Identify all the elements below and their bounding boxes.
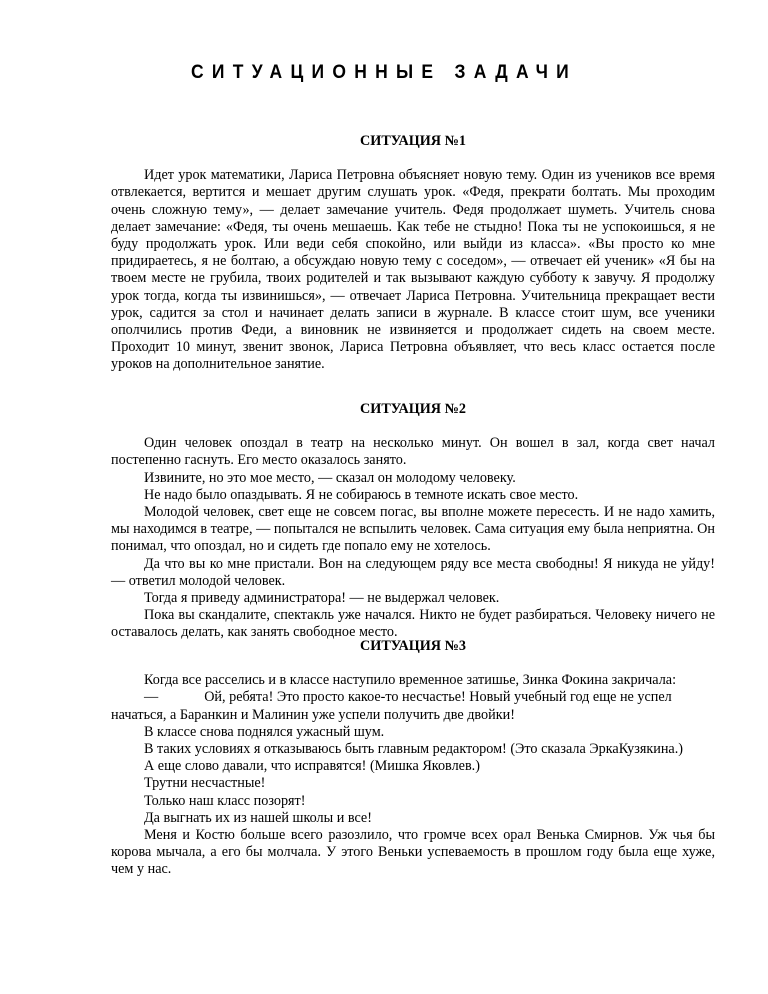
paragraph: начаться, а Баранкин и Малинин уже успели получить две двойки! <box>111 706 515 723</box>
paragraph: Да выгнать их из нашей школы и все! <box>144 809 372 826</box>
section-3 <box>111 638 715 879</box>
paragraph: Молодой человек, свет еще не совсем погас, вы вполне можете пересесть. И не надо хамить, мы находимся в театре, — попытался не вспылить человек. Сама ситуация ему была неприятна. Он понимал, что опоздал, но и сидеть где попало ему не хотелось. <box>111 504 715 555</box>
paragraph: В классе снова поднялся ужасный шум. <box>144 723 385 740</box>
paragraph: А еще слово давали, что исправятся! (Мишка Яковлев.) <box>144 758 480 775</box>
dialogue-text: Ой, ребята! Это просто какое-то несчастье! Новый учебный год еще не успел <box>204 689 672 706</box>
dash-mark: — <box>144 689 159 706</box>
section-heading: СИТУАЦИЯ №1 <box>360 133 466 149</box>
paragraph: Да что вы ко мне пристали. Вон на следующем ряду все места свободны! Я никуда не уйду! — ответил молодой человек. <box>111 555 715 589</box>
paragraph: Когда все расселись и в классе наступило временное затишье, Зинка Фокина закричала: <box>144 672 677 689</box>
paragraph: Меня и Костю больше всего разозлило, что громче всех орал Венька Смирнов. Уж чья бы корова мычала, а его бы молчала. У этого Веньки успеваемость в прошлом году была еще хуже, чем у нас. <box>111 827 715 878</box>
section-1 <box>111 133 715 374</box>
section-2 <box>111 401 715 642</box>
page-title: СИТУАЦИОННЫЕ ЗАДАЧИ <box>191 62 577 83</box>
paragraph: Один человек опоздал в театр на несколько минут. Он вошел в зал, когда свет начал постепенно гаснуть. Его место оказалось занято. <box>111 435 715 469</box>
section-heading: СИТУАЦИЯ №2 <box>360 401 466 417</box>
paragraph: Только наш класс позорят! <box>144 792 306 809</box>
paragraph: Пока вы скандалите, спектакль уже начался. Никто не будет разбираться. Человеку ничего не оставалось делать, как занять свободное место. <box>111 607 715 641</box>
paragraph: Не надо было опаздывать. Я не собираюсь в темноте искать свое место. <box>144 486 579 503</box>
dialogue-line <box>111 689 715 706</box>
section-heading: СИТУАЦИЯ №3 <box>360 638 466 654</box>
paragraph: Тогда я приведу администратора! — не выдержал человек. <box>144 590 500 607</box>
paragraph: В таких условиях я отказываюсь быть главным редактором! (Это сказала ЭркаКузякина.) <box>144 741 683 758</box>
paragraph: Трутни несчастные! <box>144 775 266 792</box>
paragraph: Идет урок математики, Лариса Петровна объясняет новую тему. Один из учеников все время отвлекается, вертится и мешает другим слушать урок. «Федя, прекрати болтать. Мы проходим очень сложную тему», — делает замечание учитель. Федя продолжает шуметь. Учитель снова делает замечание: «Федя, ты очень мешаешь. Как тебе не стыдно! Пока ты не успокоишься, я не буду продолжать урок. Или веди себя спокойно, или выйди из класса». «Вы просто ко мне придираетесь, я не болтаю, а обсуждаю новую тему с соседом», — отвечает ей ученик» «Я бы на твоем месте не грубила, твоих родителей и так вызывают каждую субботу к завучу. Я продолжу урок тогда, когда ты извинишься», — отвечает Лариса Петровна. Учительница прекращает вести урок, садится за стол и начинает делать записи в журнале. В классе стоит шум, все ученики ополчились против Феди, а виновник не извиняется и продолжает сидеть на своем месте. Проходит 10 минут, звенит звонок, Лариса Петровна объявляет, что весь класс остается после уроков на дополнительное занятие. <box>111 167 715 373</box>
paragraph: Извините, но это мое место, — сказал он молодому человеку. <box>144 469 516 486</box>
